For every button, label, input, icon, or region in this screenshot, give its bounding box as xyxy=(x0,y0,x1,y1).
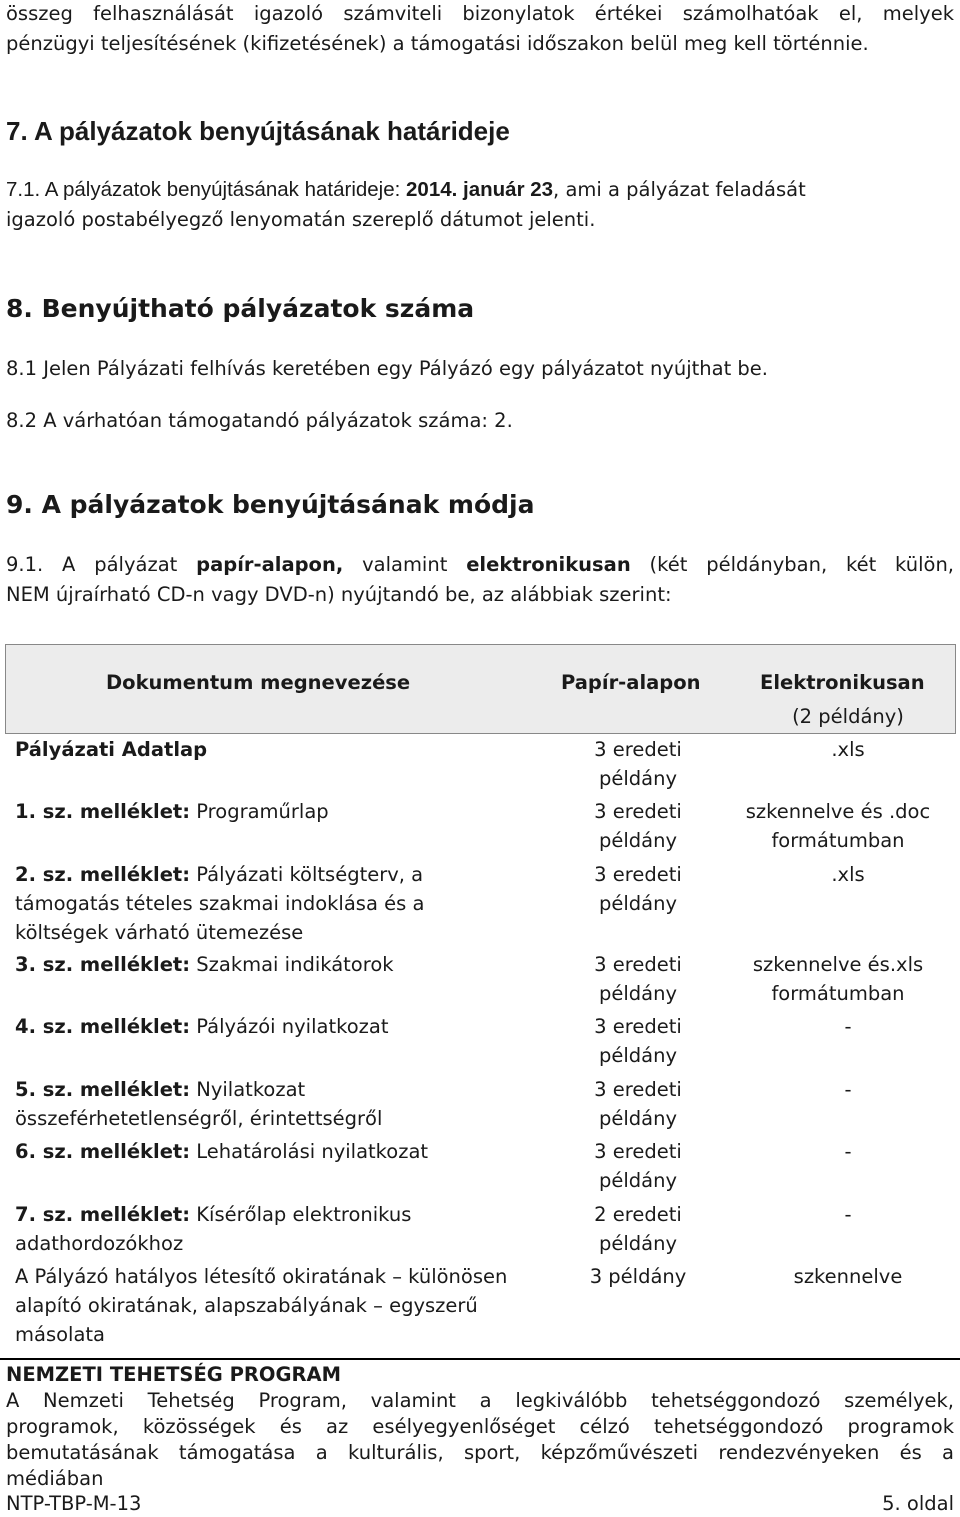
table-row-paper: 3 eredeti példány xyxy=(594,863,682,915)
section-7-paragraph-line-2: igazoló postabélyegző lenyomatán szereplő dátumot jelenti. xyxy=(6,208,596,231)
table-row-document xyxy=(15,735,555,764)
document-name: Kísérőlap elektronikus adathordozókhoz xyxy=(15,1203,412,1255)
document-name: Lehatárolási nyilatkozat xyxy=(190,1140,429,1163)
section-9-heading: 9. A pályázatok benyújtásának módja xyxy=(6,490,535,519)
table-row-paper: 3 eredeti példány xyxy=(594,800,682,852)
table-row-paper: 3 eredeti példány xyxy=(594,953,682,1005)
table-row-document xyxy=(15,950,555,979)
table-row-document xyxy=(15,1137,555,1166)
section-9-1-electronic: elektronikusan xyxy=(466,553,631,576)
table-row-paper: 2 eredeti példány xyxy=(594,1203,682,1255)
footer-line-1: A Nemzeti Tehetség Program, valamint a legkiválóbb tehetséggondozó személyek, xyxy=(6,1389,954,1412)
table-row-document xyxy=(15,1075,485,1133)
intro-line-1: összeg felhasználását igazoló számviteli bizonylatok értékei számolhatóak el, melyek xyxy=(6,2,954,25)
section-8-2: 8.2 A várhatóan támogatandó pályázatok száma: 2. xyxy=(6,409,513,432)
attachment-number: 7. sz. melléklet: xyxy=(15,1203,191,1226)
document-name: Pályázati költségterv, a támogatás tételes szakmai indoklása és a költségek várható ütemezése xyxy=(15,863,425,944)
footer-code: NTP-TBP-M-13 xyxy=(6,1492,142,1515)
deadline-date: 2014. január 23 xyxy=(406,178,554,201)
attachment-number: 6. sz. melléklet: xyxy=(15,1140,191,1163)
section-9-1-line-2: NEM újraírható CD-n vagy DVD-n) nyújtandó be, az alábbiak szerint: xyxy=(6,583,672,606)
table-row-electronic: szkennelve és.xls formátumban xyxy=(752,953,924,1005)
table-row-document xyxy=(15,1012,555,1041)
header-electronic: Elektronikusan xyxy=(760,671,925,694)
table-row-document xyxy=(15,797,555,826)
table-row-document xyxy=(15,860,485,947)
table-row-electronic: .xls xyxy=(831,738,865,761)
table-row-electronic: - xyxy=(844,1203,852,1226)
document-name: A Pályázó hatályos létesítő okiratának – különösen alapító okiratának, alapszabályának – egyszerű másolata xyxy=(15,1265,508,1346)
table-row-paper: 3 eredeti példány xyxy=(594,1078,682,1130)
document-name: Programűrlap xyxy=(190,800,329,823)
section-9-1 xyxy=(6,551,954,579)
table-row-document xyxy=(15,1200,485,1258)
section-9-1-a: 9.1. A pályázat xyxy=(6,553,197,576)
document-name: Szakmai indikátorok xyxy=(190,953,394,976)
attachment-number: 1. sz. melléklet: xyxy=(15,800,191,823)
section-7-heading: 7. A pályázatok benyújtásának határideje xyxy=(6,116,510,146)
attachment-number: 2. sz. melléklet: xyxy=(15,863,191,886)
table-row-electronic: - xyxy=(844,1140,852,1163)
table-row-document xyxy=(15,1262,515,1349)
document-name: Pályázói nyilatkozat xyxy=(190,1015,389,1038)
table-row-electronic: - xyxy=(844,1015,852,1038)
section-8-heading: 8. Benyújtható pályázatok száma xyxy=(6,294,475,323)
section-7-prefix: 7.1. A pályázatok benyújtásának határideje: xyxy=(6,178,407,201)
section-9-1-paper: papír-alapon, xyxy=(196,553,344,576)
footer-line-2: programok, közösségek és az esélyegyenlőséget célzó tehetséggondozó programok xyxy=(6,1415,954,1438)
attachment-number: 4. sz. melléklet: xyxy=(15,1015,191,1038)
documents-table xyxy=(5,644,956,1344)
footer-title: NEMZETI TEHETSÉG PROGRAM xyxy=(6,1363,341,1386)
section-7-suffix: , ami a pályázat feladását xyxy=(553,178,806,201)
section-7-paragraph xyxy=(6,176,806,204)
intro-line-2: pénzügyi teljesítésének (kifizetésének) a támogatási időszakon belül meg kell történnie. xyxy=(6,32,869,55)
table-row-paper: 3 eredeti példány xyxy=(594,1140,682,1192)
table-row-paper: 3 példány xyxy=(589,1265,687,1288)
page-footer xyxy=(0,1358,960,1360)
page-number: 5. oldal xyxy=(882,1492,954,1515)
section-9-1-e: (két példányban, két külön, xyxy=(630,553,955,576)
header-document-name: Dokumentum megnevezése xyxy=(106,671,411,694)
header-paper: Papír-alapon xyxy=(561,671,701,694)
footer-line-4: médiában xyxy=(6,1467,104,1490)
table-row-electronic: .xls xyxy=(831,863,865,886)
section-9-1-c: valamint xyxy=(343,553,467,576)
section-8-1: 8.1 Jelen Pályázati felhívás keretében egy Pályázó egy pályázatot nyújthat be. xyxy=(6,357,768,380)
table-row-electronic: - xyxy=(844,1078,852,1101)
table-row-paper: 3 eredeti példány xyxy=(594,1015,682,1067)
table-row-paper: 3 eredeti példány xyxy=(594,738,682,790)
header-electronic-sub: (2 példány) xyxy=(792,705,904,728)
attachment-number: 3. sz. melléklet: xyxy=(15,953,191,976)
attachment-number: Pályázati Adatlap xyxy=(15,738,208,761)
table-row-electronic: szkennelve xyxy=(793,1265,903,1288)
attachment-number: 5. sz. melléklet: xyxy=(15,1078,191,1101)
footer-line-3: bemutatásának támogatása a kulturális, sport, képzőművészeti rendezvényeken és a xyxy=(6,1441,954,1464)
document-name: Nyilatkozat összeférhetetlenségről, érintettségről xyxy=(15,1078,383,1130)
table-row-electronic: szkennelve és .doc formátumban xyxy=(745,800,931,852)
